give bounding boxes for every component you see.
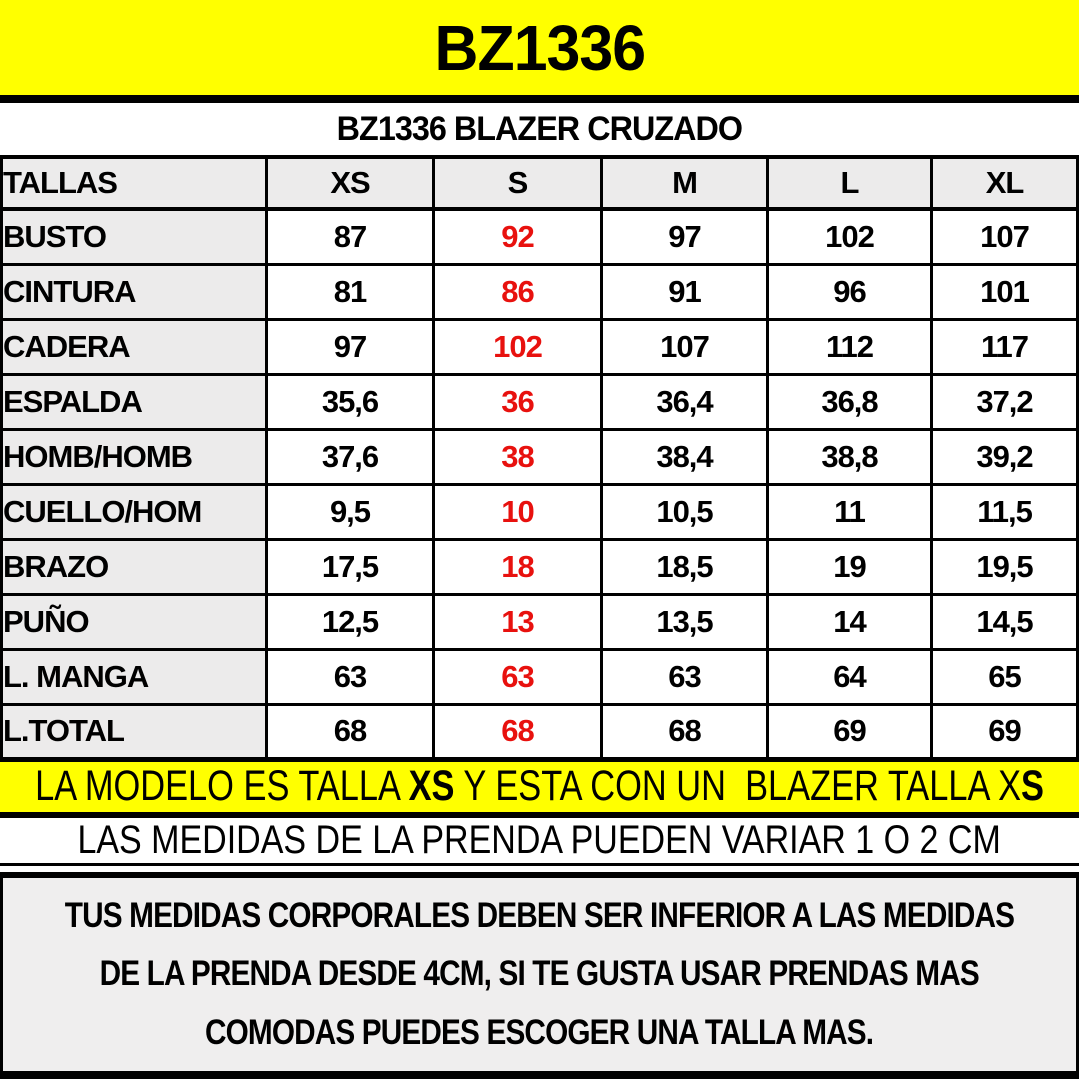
disclaimer-line-1: TUS MEDIDAS CORPORALES DEBEN SER INFERIOR A LAS MEDIDAS <box>64 895 1015 935</box>
measure-label: L. MANGA <box>2 649 267 704</box>
table-row <box>2 484 1078 539</box>
measure-label: HOMB/HOMB <box>2 429 267 484</box>
product-subtitle-row <box>0 103 1079 155</box>
table-row <box>2 209 1078 264</box>
value-cell: 18 <box>434 539 602 594</box>
value-cell: 69 <box>768 704 932 759</box>
model-size-bold: XS <box>408 762 455 810</box>
column-header-l: L <box>768 157 932 209</box>
value-cell: 38 <box>434 429 602 484</box>
value-cell: 35,6 <box>267 374 434 429</box>
measure-label: BRAZO <box>2 539 267 594</box>
value-cell: 13,5 <box>602 594 768 649</box>
table-row <box>2 319 1078 374</box>
value-cell: 112 <box>768 319 932 374</box>
value-cell: 64 <box>768 649 932 704</box>
value-cell: 37,2 <box>932 374 1078 429</box>
value-cell: 68 <box>267 704 434 759</box>
garment-size-bold: S <box>1021 762 1044 810</box>
measure-label: CUELLO/HOM <box>2 484 267 539</box>
value-cell: 36 <box>434 374 602 429</box>
measure-label: ESPALDA <box>2 374 267 429</box>
value-cell: 101 <box>932 264 1078 319</box>
product-name: BZ1336 BLAZER CRUZADO <box>336 109 743 148</box>
value-cell: 10 <box>434 484 602 539</box>
column-header-m: M <box>602 157 768 209</box>
model-size-note <box>0 762 1079 818</box>
variance-note-text: LAS MEDIDAS DE LA PRENDA PUEDEN VARIAR 1 O 2 CM <box>77 817 1002 862</box>
product-code: BZ1336 <box>434 11 645 84</box>
model-size-note-text: LA MODELO ES TALLA XS Y ESTA CON UN BLAZER TALLA XS <box>35 762 1044 810</box>
value-cell: 69 <box>932 704 1078 759</box>
value-cell: 97 <box>602 209 768 264</box>
column-header-tallas: TALLAS <box>2 157 267 209</box>
value-cell: 36,4 <box>602 374 768 429</box>
measure-label: CADERA <box>2 319 267 374</box>
value-cell: 38,8 <box>768 429 932 484</box>
value-cell: 14 <box>768 594 932 649</box>
value-cell: 68 <box>434 704 602 759</box>
value-cell: 107 <box>602 319 768 374</box>
column-header-xs: XS <box>267 157 434 209</box>
value-cell: 9,5 <box>267 484 434 539</box>
value-cell: 17,5 <box>267 539 434 594</box>
value-cell: 86 <box>434 264 602 319</box>
measure-label: L.TOTAL <box>2 704 267 759</box>
table-row <box>2 264 1078 319</box>
table-row <box>2 374 1078 429</box>
product-code-banner <box>0 0 1079 103</box>
value-cell: 19,5 <box>932 539 1078 594</box>
table-row <box>2 704 1078 759</box>
value-cell: 11,5 <box>932 484 1078 539</box>
value-cell: 18,5 <box>602 539 768 594</box>
value-cell: 14,5 <box>932 594 1078 649</box>
value-cell: 63 <box>434 649 602 704</box>
value-cell: 63 <box>267 649 434 704</box>
value-cell: 107 <box>932 209 1078 264</box>
value-cell: 102 <box>768 209 932 264</box>
column-header-xl: XL <box>932 157 1078 209</box>
value-cell: 81 <box>267 264 434 319</box>
measure-label: BUSTO <box>2 209 267 264</box>
value-cell: 87 <box>267 209 434 264</box>
measure-label: CINTURA <box>2 264 267 319</box>
table-row <box>2 429 1078 484</box>
value-cell: 92 <box>434 209 602 264</box>
size-table-header <box>2 157 1078 209</box>
size-table <box>0 155 1079 762</box>
column-header-s: S <box>434 157 602 209</box>
value-cell: 10,5 <box>602 484 768 539</box>
value-cell: 63 <box>602 649 768 704</box>
value-cell: 12,5 <box>267 594 434 649</box>
disclaimer-line-3: COMODAS PUEDES ESCOGER UNA TALLA MAS. <box>205 1012 874 1052</box>
disclaimer-line-2: DE LA PRENDA DESDE 4CM, SI TE GUSTA USAR PRENDAS MAS <box>99 954 980 994</box>
value-cell: 65 <box>932 649 1078 704</box>
disclaimer-block <box>0 872 1079 1079</box>
value-cell: 13 <box>434 594 602 649</box>
value-cell: 102 <box>434 319 602 374</box>
value-cell: 19 <box>768 539 932 594</box>
value-cell: 39,2 <box>932 429 1078 484</box>
value-cell: 117 <box>932 319 1078 374</box>
variance-note <box>0 818 1079 866</box>
table-row <box>2 539 1078 594</box>
table-row <box>2 649 1078 704</box>
value-cell: 96 <box>768 264 932 319</box>
table-row <box>2 594 1078 649</box>
value-cell: 68 <box>602 704 768 759</box>
value-cell: 37,6 <box>267 429 434 484</box>
measure-label: PUÑO <box>2 594 267 649</box>
value-cell: 38,4 <box>602 429 768 484</box>
value-cell: 91 <box>602 264 768 319</box>
value-cell: 11 <box>768 484 932 539</box>
value-cell: 36,8 <box>768 374 932 429</box>
value-cell: 97 <box>267 319 434 374</box>
